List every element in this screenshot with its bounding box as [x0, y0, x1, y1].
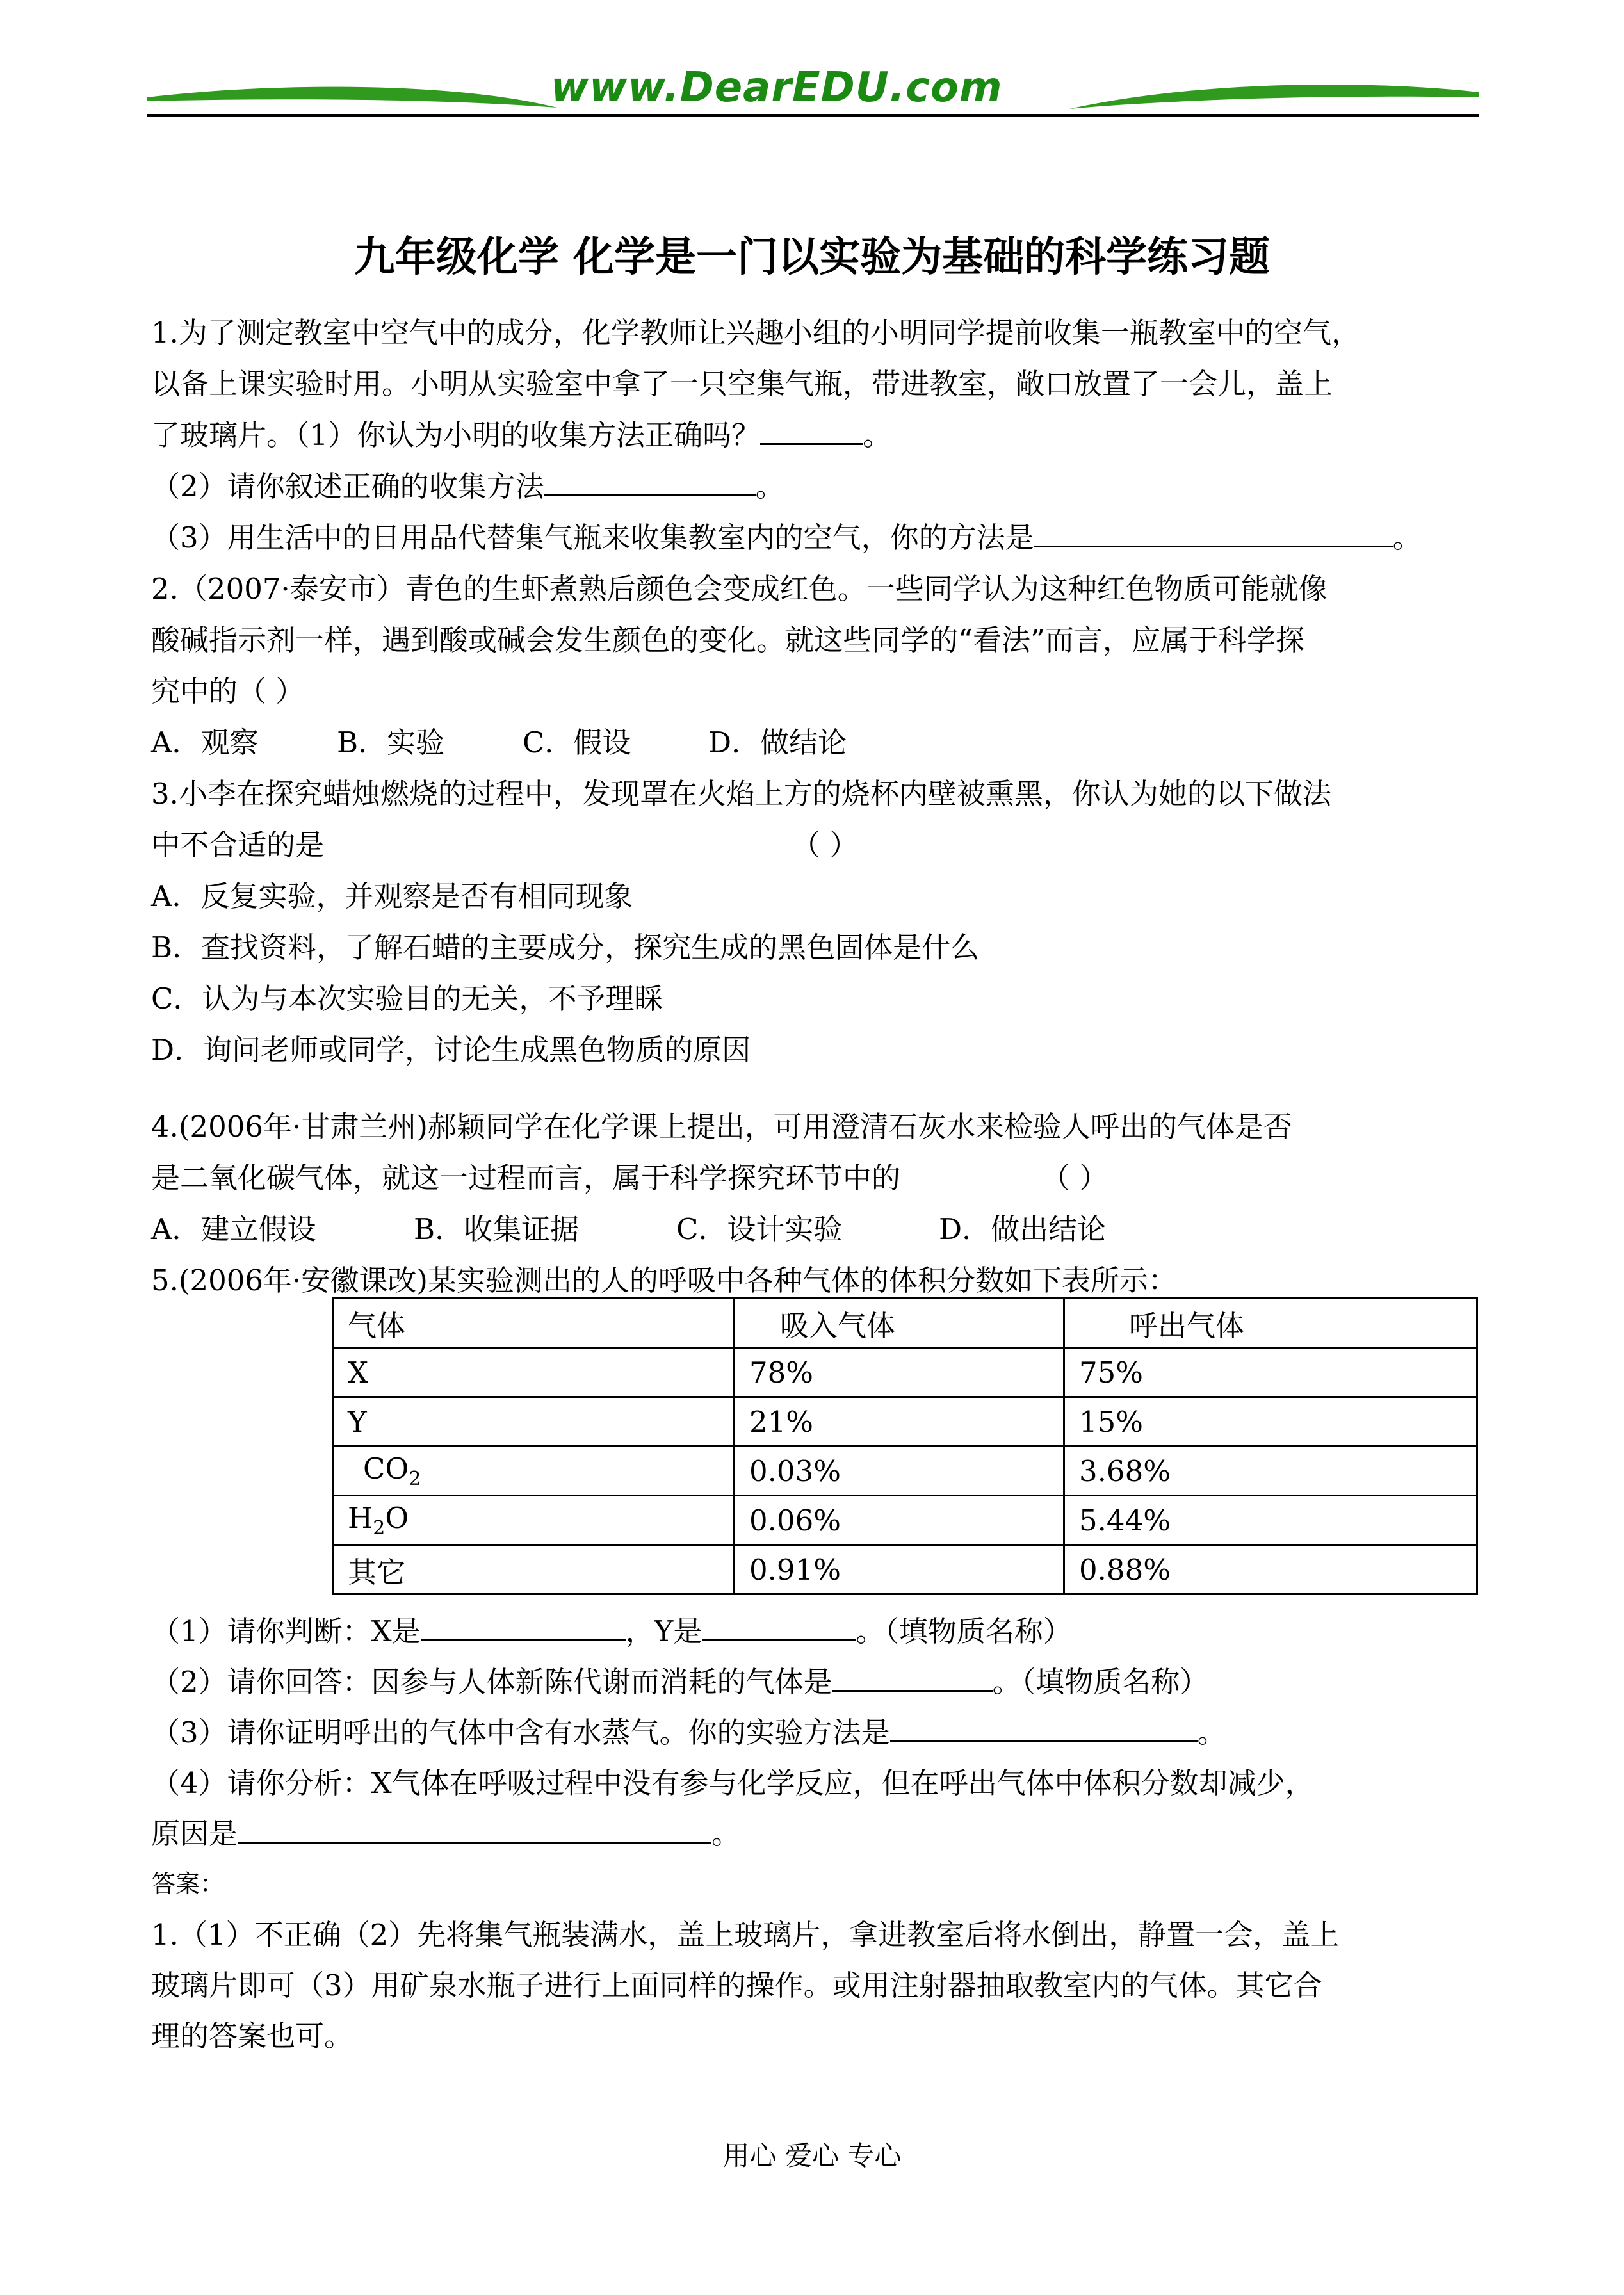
- q4-option-d[interactable]: D．做出结论: [939, 1212, 1107, 1246]
- q3-line1: 3.小李在探究蜡烛燃烧的过程中，发现罩在火焰上方的烧杯内壁被熏黑，你认为她的以下做法: [151, 777, 1331, 811]
- q3-line2: 中不合适的是 （ ）: [151, 828, 859, 862]
- answer-line1: 1.（1）不正确（2）先将集气瓶装满水，盖上玻璃片，拿进教室后将水倒出，静置一会，盖上: [151, 1918, 1340, 1952]
- q4-option-c[interactable]: C．设计实验: [676, 1212, 843, 1246]
- q5-subquestions: [151, 1606, 1483, 2061]
- site-logo[interactable]: www.DearEDU.com: [551, 64, 1003, 111]
- q5-sub3: （3）请你证明呼出的气体中含有水蒸气。你的实验方法是 。: [151, 1707, 1483, 1758]
- q5-blank-3[interactable]: [890, 1710, 1198, 1742]
- q1-line1: 1.为了测定教室中空气中的成分，化学教师让兴趣小组的小明同学提前收集一瓶教室中的空气，: [151, 316, 1360, 350]
- table-cell: Y: [333, 1397, 735, 1447]
- q1-blank-1[interactable]: [760, 412, 863, 445]
- table-cell: $H_2O$: [333, 1496, 735, 1545]
- table-header-row: [333, 1299, 1477, 1348]
- q5-blank-2[interactable]: [832, 1659, 993, 1692]
- table-row: [333, 1348, 1477, 1397]
- page-title: 九年级化学 化学是一门以实验为基础的科学练习题: [353, 233, 1271, 281]
- table-header: 吸入气体: [735, 1299, 1064, 1348]
- q5-sub1: （1）请你判断：X是 ，Y是 。（填物质名称）: [151, 1606, 1483, 1657]
- answer-line3: 理的答案也可。: [151, 2019, 353, 2053]
- table-cell: 15%: [1064, 1397, 1477, 1447]
- q1-sub3: （3）用生活中的日用品代替集气瓶来收集教室内的空气，你的方法是 。: [151, 512, 1483, 564]
- table-row: [333, 1545, 1477, 1594]
- table-cell: 5.44%: [1064, 1496, 1477, 1545]
- table-cell: 0.91%: [735, 1545, 1064, 1594]
- q1-blank-2[interactable]: [544, 464, 756, 496]
- table-row: [333, 1397, 1477, 1447]
- page-footer: 用心 爱心 专心: [722, 2140, 902, 2171]
- q3-option-b[interactable]: B．查找资料，了解石蜡的主要成分，探究生成的黑色固体是什么: [151, 930, 980, 964]
- table-cell: 0.06%: [735, 1496, 1064, 1545]
- table-cell: 0.03%: [735, 1447, 1064, 1496]
- table-cell: 75%: [1064, 1348, 1477, 1397]
- table-cell: 0.88%: [1064, 1545, 1477, 1594]
- q5-sub4-line2: 原因是 。: [151, 1808, 1483, 1859]
- q2-line2: 酸碱指示剂一样，遇到酸或碱会发生颜色的变化。就这些同学的“看法”而言，应属于科学探: [151, 623, 1305, 657]
- q1-line2: 以备上课实验时用。小明从实验室中拿了一只空集气瓶，带进教室，敞口放置了一会儿，盖上: [151, 367, 1333, 401]
- table-header: 呼出气体: [1064, 1299, 1477, 1348]
- q2-option-d[interactable]: D．做结论: [708, 726, 847, 759]
- header-rule: [147, 114, 1479, 117]
- q5-blank-4[interactable]: [238, 1811, 711, 1844]
- table-cell: 3.68%: [1064, 1447, 1477, 1496]
- q4-options: [151, 1204, 1483, 1255]
- q5-sub4-line1: （4）请你分析：X气体在呼吸过程中没有参与化学反应，但在呼出气体中体积分数却减少，: [151, 1766, 1314, 1800]
- question-content: [151, 307, 1483, 1306]
- q1-sub2: （2）请你叙述正确的收集方法 。: [151, 461, 1483, 512]
- q1-blank-3[interactable]: [1034, 515, 1393, 547]
- q1-line3: 了玻璃片。（1）你认为小明的收集方法正确吗？ 。: [151, 410, 1483, 461]
- table-cell: 21%: [735, 1397, 1064, 1447]
- table-header: 气体: [333, 1299, 735, 1348]
- q4-option-a[interactable]: A．建立假设: [151, 1212, 316, 1246]
- q2-option-b[interactable]: B．实验: [337, 726, 445, 759]
- q5-blank-y[interactable]: [702, 1609, 856, 1641]
- q2-option-a[interactable]: A．观察: [151, 726, 259, 759]
- table-row: [333, 1496, 1477, 1545]
- answers-label: 答案：: [151, 1870, 225, 1898]
- q4-option-b[interactable]: B．收集证据: [414, 1212, 580, 1246]
- q3-option-a[interactable]: A．反复实验，并观察是否有相同现象: [151, 879, 633, 913]
- q3-option-c[interactable]: C．认为与本次实验目的无关，不予理睬: [151, 982, 663, 1016]
- q5-sub2: （2）请你回答：因参与人体新陈代谢而消耗的气体是 。（填物质名称）: [151, 1657, 1483, 1707]
- q2-line3: 究中的（ ）: [151, 674, 305, 708]
- table-cell: 78%: [735, 1348, 1064, 1397]
- q5-intro: 5.(2006年·安徽课改)某实验测出的人的呼吸中各种气体的体积分数如下表所示：: [151, 1263, 1177, 1297]
- table-cell: $CO_2$: [333, 1447, 735, 1496]
- answer-line2: 玻璃片即可（3）用矿泉水瓶子进行上面同样的操作。或用注射器抽取教室内的气体。其它合: [151, 1968, 1322, 2002]
- q2-options: [151, 717, 1483, 768]
- q3-option-d[interactable]: D．询问老师或同学，讨论生成黑色物质的原因: [151, 1033, 751, 1067]
- q5-blank-x[interactable]: [421, 1609, 626, 1641]
- q4-line2: 是二氧化碳气体，就这一过程而言，属于科学探究环节中的 （ ）: [151, 1161, 1108, 1195]
- table-cell: 其它: [333, 1545, 735, 1594]
- q4-line1: 4.(2006年·甘肃兰州)郝颖同学在化学课上提出，可用澄清石灰水来检验人呼出的气体是否: [151, 1110, 1292, 1144]
- table-row: [333, 1447, 1477, 1496]
- table-cell: X: [333, 1348, 735, 1397]
- gas-table: [332, 1297, 1478, 1595]
- q2-line1: 2.（2007·泰安市）青色的生虾煮熟后颜色会变成红色。一些同学认为这种红色物质可能就像: [151, 572, 1328, 606]
- q2-option-c[interactable]: C．假设: [523, 726, 631, 759]
